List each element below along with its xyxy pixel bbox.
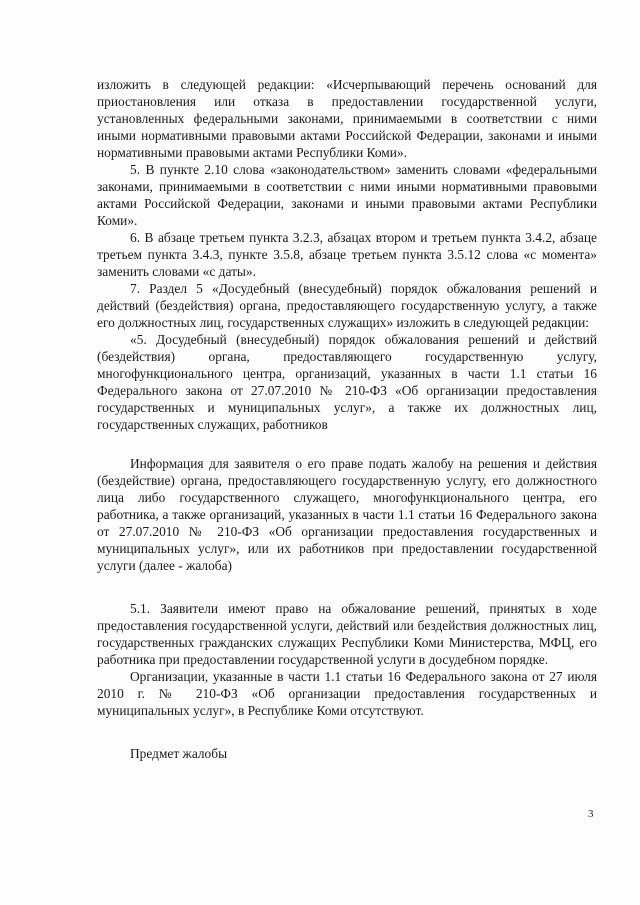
spacer (97, 574, 597, 600)
paragraph-item-6: 6. В абзаце третьем пункта 3.2.3, абзацах втором и третьем пункта 3.4.2, абзаце третьем пункта 3.4.3, пункте 3.5.8, абзаце третьем пункта 3.5.12 слова «с момента» заменить словами «с даты». (97, 230, 597, 279)
spacer (97, 433, 597, 455)
subsection-info-title: Информация для заявителя о его праве подать жалобу на решения и действия (бездействие) органа, предоставляющего государственную услугу, его должностного лица либо государственного служащего, многофункционального центра, его работника, а также организаций, указанных в части 1.1 статьи 16 Федерального закона от 27.07.2010 № 210-ФЗ «Об организации предоставления государственных и муниципальных услуг», или их работников при предоставлении государственной услуги (далее - жалоба) (97, 456, 597, 573)
section-5-title: «5. Досудебный (внесудебный) порядок обжалования решений и действий (бездействия) органа, предоставляющего государственную услугу, многофункционального центра, организаций, указанных в части 1.1 статьи 16 Федерального закона от 27.07.2010 № 210-ФЗ «Об организации предоставления государственных и муниципальных услуг», а также их должностных лиц, государственных служащих, работников (97, 332, 597, 432)
paragraph-5-1: 5.1. Заявители имеют право на обжалование решений, принятых в ходе предоставления государственной услуги, действий или бездействия должностных лиц, государственных гражданских служащих Республики Коми Министерства, МФЦ, его работника при предоставлении государственной услуги в досудебном порядке. (97, 601, 597, 667)
paragraph-item-7: 7. Раздел 5 «Досудебный (внесудебный) порядок обжалования решений и действий (бездействия) органа, предоставляющего государственную услугу, а также его должностных лиц, государственных служащих» изложить в следующей редакции: (97, 281, 597, 330)
paragraph-organizations: Организации, указанные в части 1.1 статьи 16 Федерального закона от 27 июля 2010 г. № 210-ФЗ «Об организации предоставления государственных и муниципальных услуг», в Республике Коми отсутствуют. (97, 669, 597, 718)
document-body (97, 76, 597, 762)
subsection-complaint-subject: Предмет жалобы (130, 746, 228, 761)
paragraph-continuation: изложить в следующей редакции: «Исчерпывающий перечень оснований для приостановления или отказа в предоставлении государственной услуги, установленных федеральными законами, принимаемыми в соответствии с ними иными нормативными правовыми актами Российской Федерации, законами и иными нормативными правовыми актами Республики Коми». (97, 77, 597, 160)
page-number: 3 (588, 808, 594, 820)
paragraph-item-5: 5. В пункте 2.10 слова «законодательством» заменить словами «федеральными законами, принимаемыми в соответствии с ними иными нормативными правовыми актами Российской Федерации, законами и иными правовыми актами Республики Коми». (97, 162, 597, 228)
spacer (97, 719, 597, 745)
